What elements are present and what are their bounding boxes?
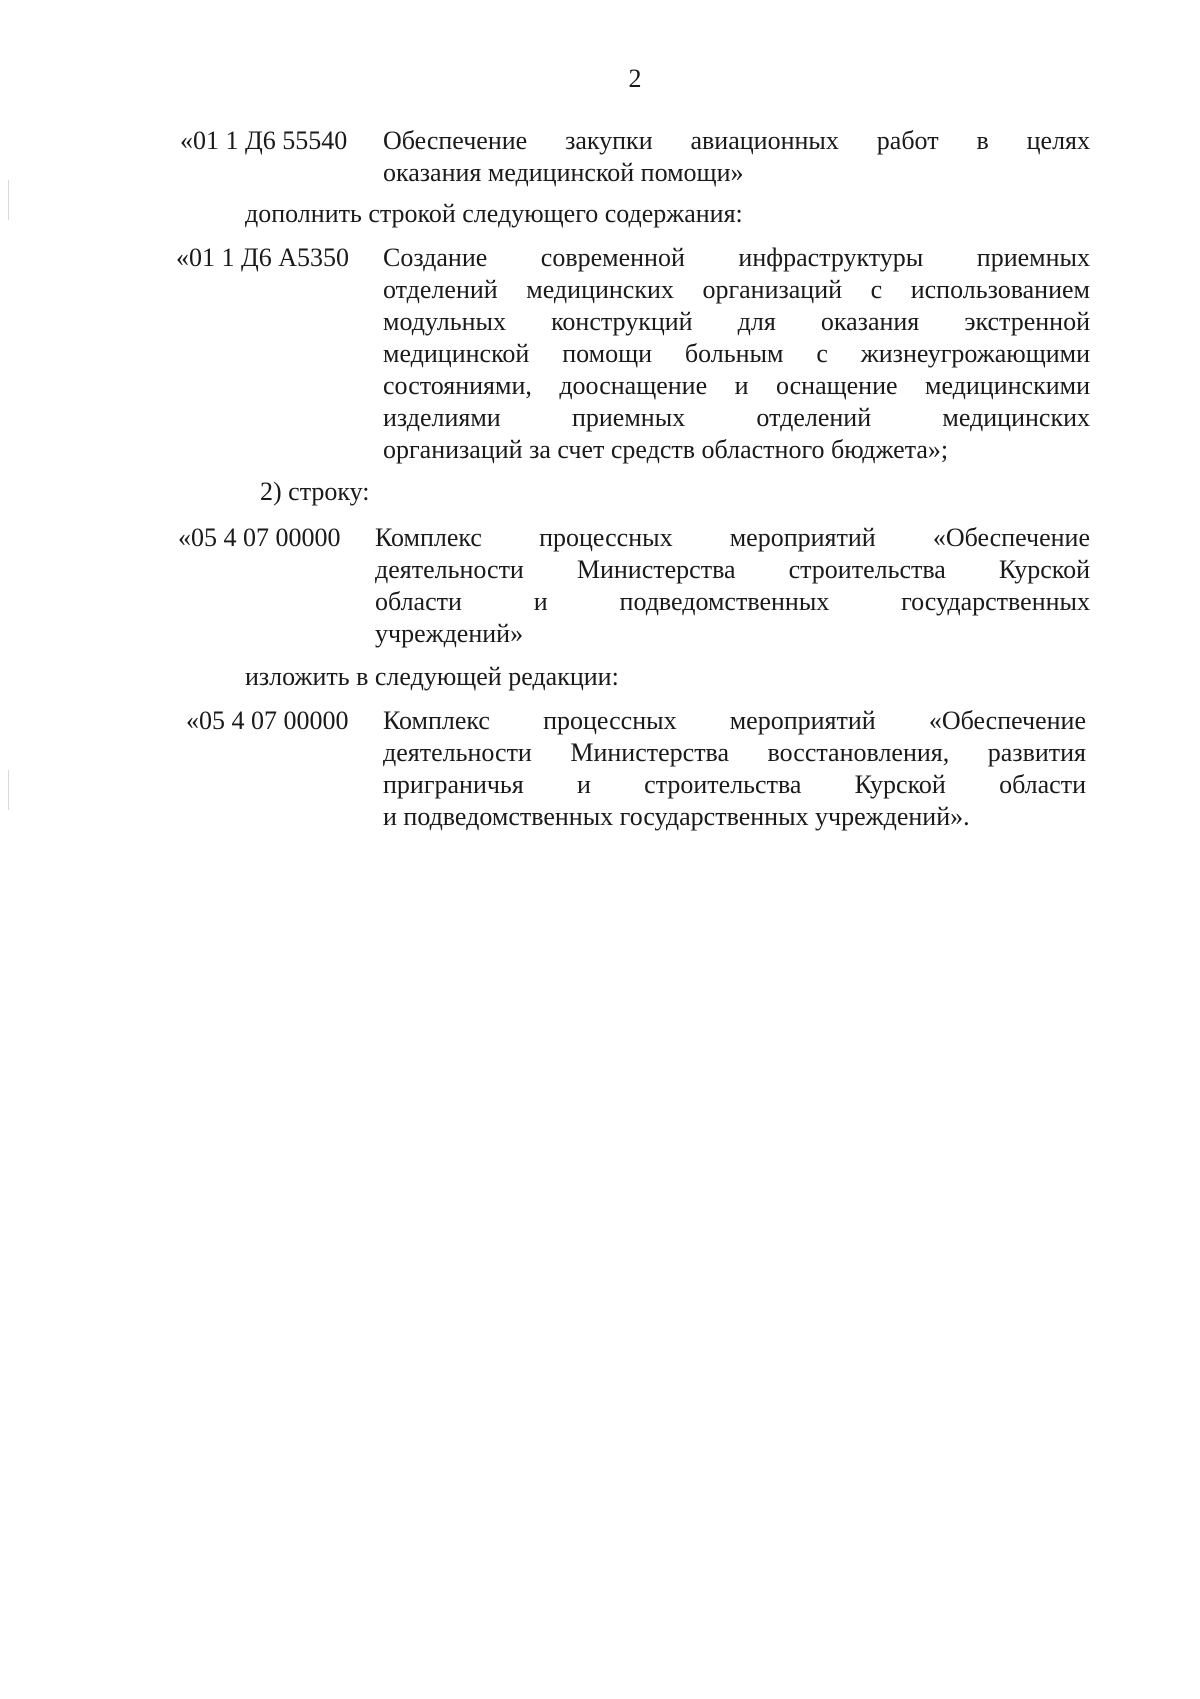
- instruction-text: 2) строку:: [260, 477, 370, 506]
- description-line: состояниями, дооснащение и оснащение медицинскими: [383, 371, 1090, 400]
- entry-description: [383, 125, 1090, 189]
- description-line: деятельности Министерства восстановления, развития: [383, 738, 1086, 767]
- description-line: отделений медицинских организаций с использованием: [383, 275, 1090, 304]
- description-line: организаций за счет средств областного бюджета»;: [383, 435, 949, 464]
- entry-description: [383, 705, 1086, 833]
- description-line: Создание современной инфраструктуры приемных: [383, 243, 1090, 272]
- entry-description: [375, 522, 1090, 650]
- scan-artifact: [8, 180, 9, 220]
- page-number: 2: [628, 64, 642, 93]
- entry-code: «05 4 07 00000: [186, 706, 349, 735]
- entry-code: «01 1 Д6 А5350: [176, 243, 350, 272]
- description-line: области и подведомственных государственных: [375, 587, 1090, 616]
- description-line: модульных конструкций для оказания экстренной: [383, 307, 1090, 336]
- entry-code: «01 1 Д6 55540: [180, 126, 348, 155]
- description-line: Комплекс процессных мероприятий «Обеспечение: [383, 706, 1086, 735]
- entry-description: [383, 242, 1090, 466]
- description-line: медицинской помощи больным с жизнеугрожающими: [383, 339, 1090, 368]
- description-line: учреждений»: [375, 619, 524, 648]
- description-line: Комплекс процессных мероприятий «Обеспечение: [375, 523, 1090, 552]
- description-line: Обеспечение закупки авиационных работ в целях: [383, 126, 1090, 155]
- description-line: деятельности Министерства строительства Курской: [375, 555, 1090, 584]
- description-line: приграничья и строительства Курской области: [383, 770, 1086, 799]
- entry-code: «05 4 07 00000: [178, 523, 341, 552]
- instruction-text: изложить в следующей редакции:: [245, 662, 619, 691]
- description-line: оказания медицинской помощи»: [383, 158, 744, 187]
- description-line: изделиями приемных отделений медицинских: [383, 403, 1090, 432]
- instruction-text: дополнить строкой следующего содержания:: [245, 199, 743, 228]
- description-line: и подведомственных государственных учреждений».: [383, 802, 970, 831]
- scan-artifact: [8, 770, 9, 810]
